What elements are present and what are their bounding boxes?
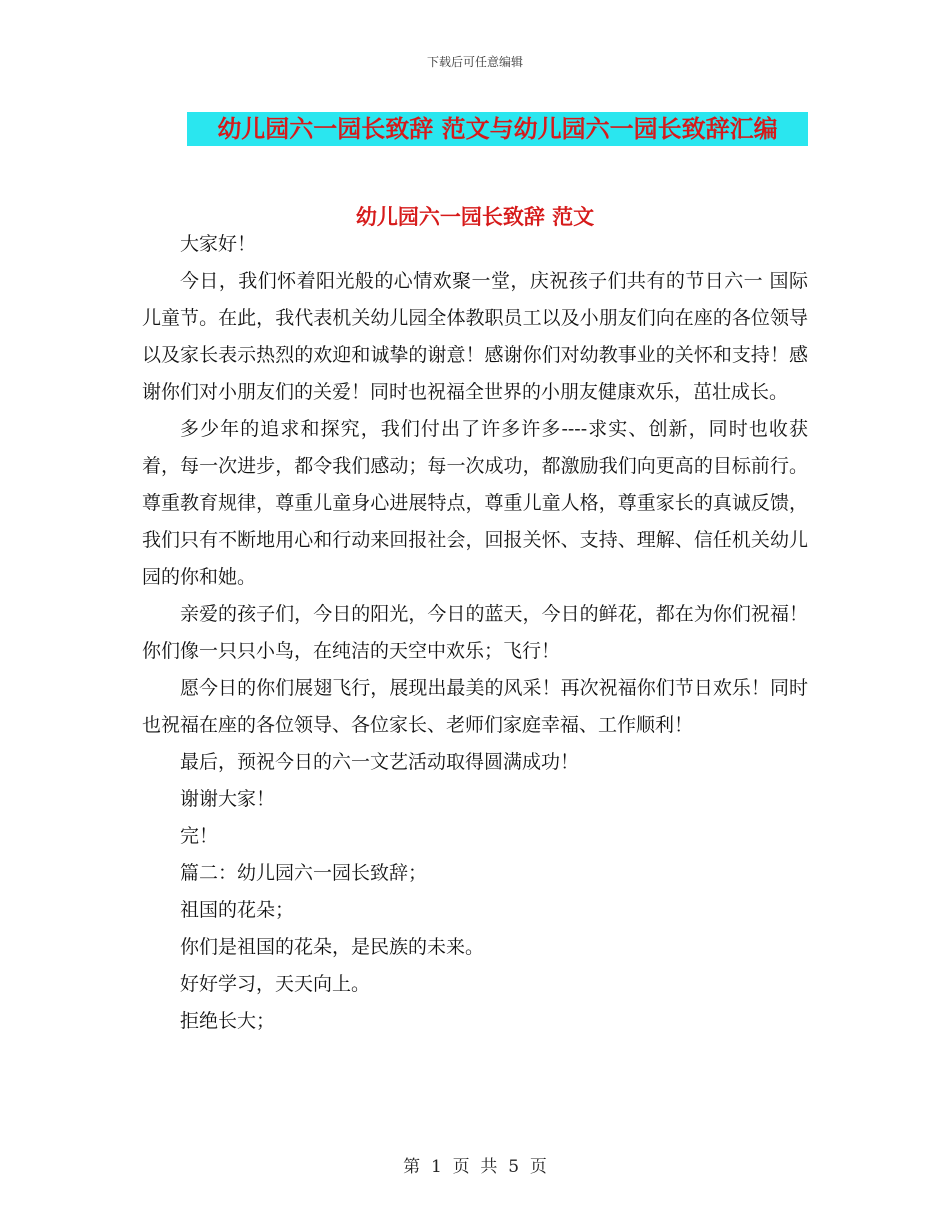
main-title: 幼儿园六一园长致辞 范文与幼儿园六一园长致辞汇编 bbox=[217, 114, 778, 143]
paragraph: 愿今日的你们展翅飞行，展现出最美的风采！再次祝福你们节日欢乐！同时也祝福在座的各位领导、各位家长、老师们家庭幸福、工作顺利！ bbox=[142, 677, 808, 736]
paragraph: 你们是祖国的花朵，是民族的未来。 bbox=[180, 936, 485, 958]
paragraph: 完！ bbox=[180, 825, 219, 847]
paragraph: 祖国的花朵； bbox=[180, 899, 295, 921]
paragraph: 好好学习，天天向上。 bbox=[180, 973, 371, 995]
paragraph: 大家好！ bbox=[180, 233, 257, 255]
paragraph: 最后，预祝今日的六一文艺活动取得圆满成功！ bbox=[180, 751, 580, 773]
paragraph: 多少年的追求和探究，我们付出了许多许多----求实、创新，同时也收获着，每一次进步，都令我们感动；每一次成功，都激励我们向更高的目标前行。尊重教育规律，尊重儿童身心进展特点，尊重儿童人格，尊重家长的真诚反馈，我们只有不断地用心和行动来回报社会，回报关怀、支持、理解、信任机关幼儿园的你和她。 bbox=[142, 418, 808, 588]
paragraph: 今日，我们怀着阳光般的心情欢聚一堂，庆祝孩子们共有的节日六一 国际儿童节。在此，我代表机关幼儿园全体教职员工以及小朋友们向在座的各位领导以及家长表示热烈的欢迎和诚挚的谢意！感谢你们对幼教事业的关怀和支持！感谢你们对小朋友们的关爱！同时也祝福全世界的小朋友健康欢乐，茁壮成长。 bbox=[142, 270, 808, 403]
page-number: 第 1 页 共 5 页 bbox=[403, 1157, 547, 1177]
paragraph: 篇二：幼儿园六一园长致辞； bbox=[180, 862, 428, 884]
main-title-highlight bbox=[187, 112, 808, 146]
paragraph: 亲爱的孩子们，今日的阳光，今日的蓝天，今日的鲜花，都在为你们祝福！你们像一只只小鸟，在纯洁的天空中欢乐；飞行！ bbox=[142, 603, 808, 662]
page-header-note: 下载后可任意编辑 bbox=[426, 55, 523, 69]
document-body bbox=[142, 226, 808, 1040]
section-title: 幼儿园六一园长致辞 范文 bbox=[355, 204, 595, 229]
paragraph: 拒绝长大； bbox=[180, 1010, 276, 1032]
paragraph: 谢谢大家！ bbox=[180, 788, 276, 810]
